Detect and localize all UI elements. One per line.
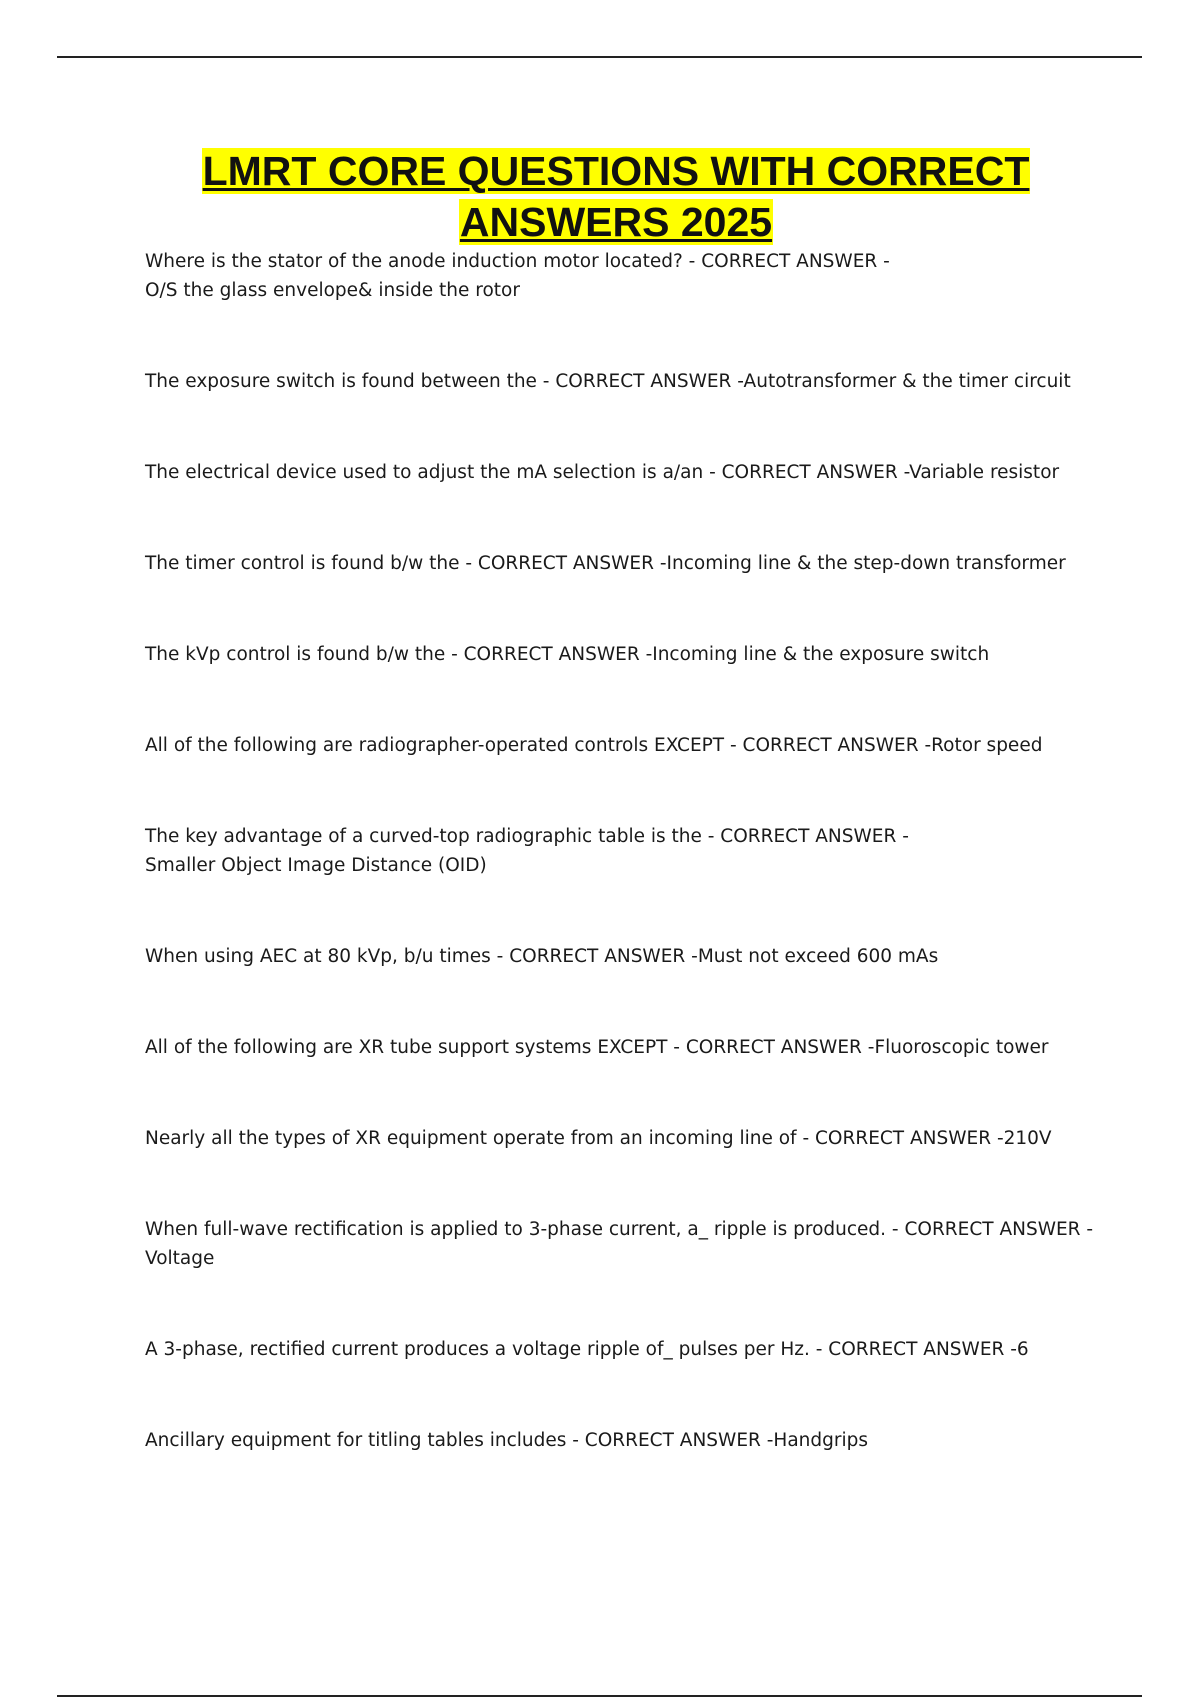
qa-text: The kVp control is found b/w the - CORRECT ANSWER -Incoming line & the exposure switch (145, 644, 990, 665)
qa-item (145, 1033, 1095, 1062)
qa-item (145, 1426, 1095, 1455)
qa-text: When full-wave rectification is applied to 3-phase current, a_ ripple is produced. - CORRECT ANSWER - (145, 1219, 1094, 1240)
qa-text-continued: Smaller Object Image Distance (OID) (145, 855, 487, 876)
title-line-1: LMRT CORE QUESTIONS WITH CORRECT (202, 148, 1030, 194)
qa-text: The electrical device used to adjust the mA selection is a/an - CORRECT ANSWER -Variable resistor (145, 462, 1060, 483)
qa-text: All of the following are XR tube support systems EXCEPT - CORRECT ANSWER -Fluoroscopic tower (145, 1037, 1049, 1058)
qa-text: Nearly all the types of XR equipment operate from an incoming line of - CORRECT ANSWER -210V (145, 1128, 1052, 1149)
title-line-2: ANSWERS 2025 (459, 199, 773, 245)
qa-text: When using AEC at 80 kVp, b/u times - CORRECT ANSWER -Must not exceed 600 mAs (145, 946, 939, 967)
qa-item (145, 549, 1095, 578)
qa-item (145, 247, 1095, 305)
bottom-divider (57, 1695, 1142, 1697)
qa-text: The timer control is found b/w the - CORRECT ANSWER -Incoming line & the step-down transformer (145, 553, 1066, 574)
qa-text-continued: O/S the glass envelope& inside the rotor (145, 280, 520, 301)
qa-text: A 3-phase, rectified current produces a voltage ripple of_ pulses per Hz. - CORRECT ANSWER -6 (145, 1339, 1029, 1360)
qa-item (145, 367, 1095, 396)
qa-item (145, 942, 1095, 971)
qa-text: Where is the stator of the anode induction motor located? - CORRECT ANSWER - (145, 251, 890, 272)
qa-text: Ancillary equipment for titling tables includes - CORRECT ANSWER -Handgrips (145, 1430, 868, 1451)
qa-item (145, 1124, 1095, 1153)
qa-item (145, 1335, 1095, 1364)
top-divider (57, 56, 1142, 58)
qa-item (145, 822, 1095, 880)
qa-text: The exposure switch is found between the - CORRECT ANSWER -Autotransformer & the timer circuit (145, 371, 1071, 392)
qa-text-continued: Voltage (145, 1248, 215, 1269)
qa-item (145, 640, 1095, 669)
qa-list (145, 247, 1095, 1455)
document-title (100, 146, 1132, 248)
qa-item (145, 731, 1095, 760)
qa-text: All of the following are radiographer-operated controls EXCEPT - CORRECT ANSWER -Rotor speed (145, 735, 1043, 756)
qa-item (145, 458, 1095, 487)
qa-item (145, 1215, 1095, 1273)
qa-text: The key advantage of a curved-top radiographic table is the - CORRECT ANSWER - (145, 826, 909, 847)
